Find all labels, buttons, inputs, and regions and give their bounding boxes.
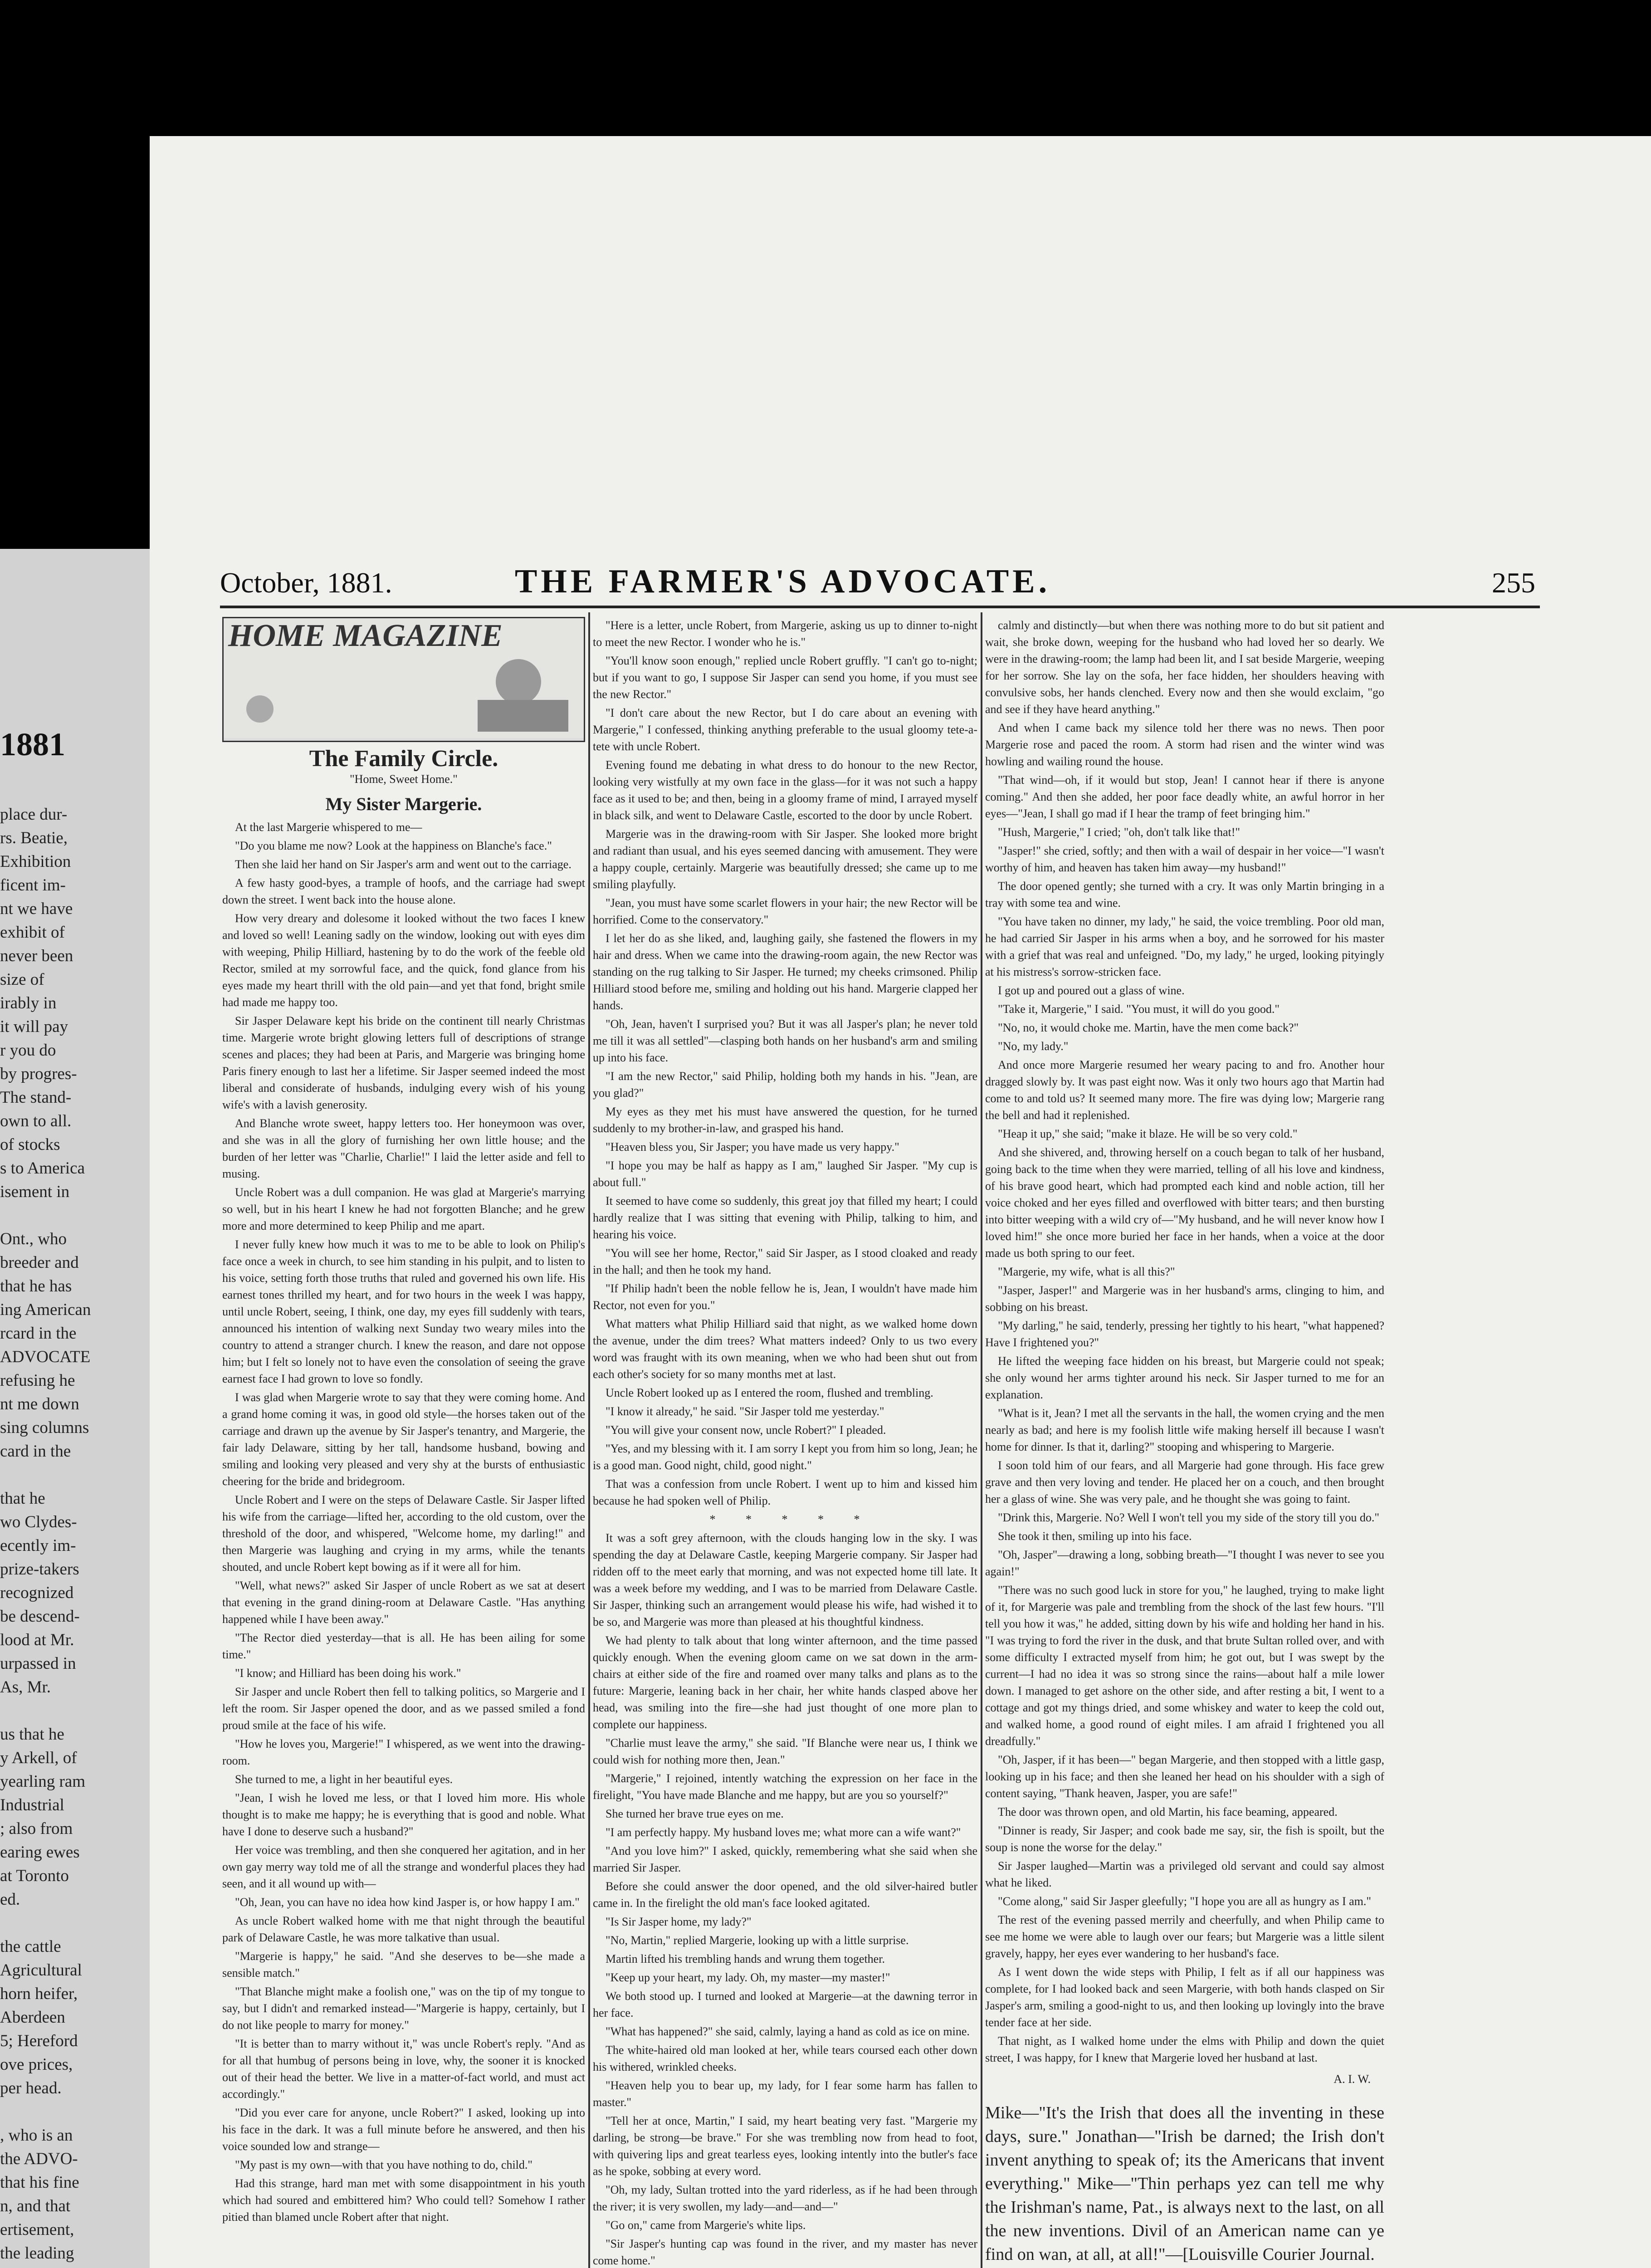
paragraph: "Take it, Margerie," I said. "You must, it will do you good." (998, 1002, 1280, 1016)
paragraph: "Heaven help you to bear up, my lady, for I fear some harm has fallen to master." (593, 2079, 977, 2109)
paragraph: She took it then, smiling up into his face. (998, 1530, 1192, 1543)
paragraph: Uncle Robert and I were on the steps of Delaware Castle. Sir Jasper lifted his wife from the carriage—lifted her, according to the old custom, over the threshold of the door, and whispered, "Welcome home, my darling!" and then Margerie was laughing and crying in my arms, while the tenants shouted, and uncle Robert kept bowing as if it were all for him. (222, 1493, 585, 1574)
paragraph: "Is Sir Jasper home, my lady?" (606, 1915, 752, 1928)
column-3-body (985, 617, 1384, 2066)
paragraph: At the last Margerie whispered to me— (235, 821, 422, 834)
paragraph: "Jean, I wish he loved me less, or that I loved him more. His whole thought is to make me happy; he is everything that is good and noble. What have I done to deserve such a husband?" (222, 1791, 585, 1838)
paragraph: Sir Jasper laughed—Martin was a privileged old servant and could say almost what he liked. (985, 1859, 1384, 1889)
paragraph: "I don't care about the new Rector, but I do care about an evening with Margerie," I confessed, thinking anything preferable to the usual gloomy tete-a-tete with uncle Robert. (593, 706, 977, 753)
paragraph: Sir Jasper Delaware kept his bride on the continent till nearly Christmas time. Margerie wrote bright glowing letters full of descriptions of strange scenes and places; they had been at Paris, and Margerie was bringing home Paris finery enough to last her a lifetime. Sir Jasper seemed indeed the most liberal and considerate of husbands, indulging every wish of his young wife's with a lavish generosity. (222, 1014, 585, 1111)
section-title: The Family Circle. (309, 746, 498, 772)
paragraph: "Charlie must leave the army," she said. "If Blanche were near us, I think we could wish for nothing more then, Jean." (593, 1736, 977, 1766)
paragraph: I was glad when Margerie wrote to say that they were coming home. And a grand home coming it was, in good old style—the horses taken out of the carriage and drawn up the avenue by Sir Jasper's tenantry, and Margerie, the fair lady Delaware, sitting by her tall, handsome husband, bowing and smiling and looking very pleased and very shy at the bursts of enthusiastic cheering for the bride and bridegroom. (222, 1391, 585, 1488)
paragraph: "It is better than to marry without it," was uncle Robert's reply. "And as for all that humbug of persons being in love, why, the sooner it is knocked out of their head the better. We live in a matter-of-fact world, and must act accordingly." (222, 2037, 585, 2101)
paragraph: Had this strange, hard man met with some disappointment in his youth which had soured and embittered him? Who could tell? Somehow I rather pitied than blamed uncle Robert after that night. (222, 2177, 585, 2224)
paragraph: "Oh, my lady, Sultan trotted into the yard riderless, as if he had been through the river; it is very swollen, my lady—and—and—" (593, 2183, 977, 2213)
header-page-number: 255 (1492, 567, 1535, 599)
paragraph: "I hope you may be half as happy as I am," laughed Sir Jasper. "My cup is about full." (593, 1159, 977, 1189)
paragraph: "Jasper!" she cried, softly; and then with a wail of despair in her voice—"I wasn't worthy of him, and heaven has taken him away—my husband!" (985, 844, 1384, 874)
paragraph: Margerie was in the drawing-room with Sir Jasper. She looked more bright and radiant than usual, and his eyes seemed dancing with amusement. They were a happy couple, certainly. Margerie was beautifully dressed; she came up to me smiling playfully. (593, 827, 977, 891)
paragraph: That night, as I walked home under the elms with Philip and down the quiet street, I was happy, for I knew that Margerie loved her husband at last. (985, 2034, 1384, 2064)
paragraph: "Margerie, my wife, what is all this?" (998, 1265, 1175, 1278)
paragraph: "No, no, it would choke me. Martin, have the men come back?" (998, 1021, 1299, 1034)
column-1 (222, 617, 585, 2227)
paragraph: "You have taken no dinner, my lady," he said, the voice trembling. Poor old man, he had carried Sir Jasper in his arms when a boy, and he sorrowed for his master with a grief that was real and unfeigned. "Do, my lady," he urged, looking pityingly at his mistress's sorrow-stricken face. (985, 915, 1384, 978)
paragraph: * * * * * (709, 1513, 874, 1526)
paragraph: "You will see her home, Rector," said Sir Jasper, as I stood cloaked and ready in the hall; and then he took my hand. (593, 1246, 977, 1276)
paragraph: He lifted the weeping face hidden on his breast, but Margerie could not speak; she only wound her arms tighter around his neck. Sir Jasper turned to me for an explanation. (985, 1354, 1384, 1401)
paragraph: And when I came back my silence told her there was no news. Then poor Margerie rose and paced the room. A storm had risen and the winter wind was howling and wailing round the house. (985, 721, 1384, 768)
paragraph: As I went down the wide steps with Philip, I felt as if all our happiness was complete, for I had looked back and seen Margerie, with both hands clasped on Sir Jasper's arm, smiling a good-night to us, and then looking up lovingly into the brave tender face at her side. (985, 1965, 1384, 2029)
paragraph: "Well, what news?" asked Sir Jasper of uncle Robert as we sat at desert that evening in the grand dining-room at Delaware Castle. "Has anything happened while I have been away." (222, 1579, 585, 1626)
paragraph: "No, my lady." (998, 1040, 1069, 1053)
paragraph: The rest of the evening passed merrily and cheerfully, and when Philip came to see me home we were able to laugh over our fears; but Margerie was a little silent gravely, happy, her eyes ever wandering to her husband's face. (985, 1913, 1384, 1960)
paragraph: "Keep up your heart, my lady. Oh, my master—my master!" (606, 1971, 890, 1984)
paragraph: "No, Martin," replied Margerie, looking up with a little surprise. (606, 1934, 909, 1947)
paragraph: And once more Margerie resumed her weary pacing to and fro. Another hour dragged slowly by. It was past eight now. Was it only two hours ago that Martin had come to and told us? It seemed many more. The fire was dying low; Margerie rang the bell and had it replenished. (985, 1058, 1384, 1122)
paragraph: "Oh, Jean, haven't I surprised you? But it was all Jasper's plan; he never told me till it was all settled"—clasping both hands on her husband's arm and smiling up into his face. (593, 1017, 977, 1064)
paragraph: I soon told him of our fears, and all Margerie had gone through. His face grew grave and then very loving and tender. He placed her on a couch, and then brought her a glass of wine. She was very pale, and he thought she was going to faint. (985, 1459, 1384, 1505)
page-header (220, 558, 1535, 608)
column-divider-2 (981, 612, 982, 2268)
paragraph: The door was thrown open, and old Martin, his face beaming, appeared. (998, 1805, 1338, 1818)
paragraph: Uncle Robert looked up as I entered the room, flushed and trembling. (606, 1386, 933, 1399)
paragraph: It seemed to have come so suddenly, this great joy that filled my heart; I could hardly realize that I was sitting that evening with Philip, talking to him, and hearing his voice. (593, 1194, 977, 1241)
paragraph: Then she laid her hand on Sir Jasper's arm and went out to the carriage. (235, 858, 572, 871)
column-1-body (222, 819, 585, 2225)
paragraph: Martin lifted his trembling hands and wrung them together. (606, 1952, 885, 1965)
paragraph: "I am perfectly happy. My husband loves me; what more can a wife want?" (606, 1826, 961, 1839)
header-date: October, 1881. (220, 567, 392, 599)
paragraph: "Do you blame me now? Look at the happiness on Blanche's face." (235, 839, 552, 852)
paragraph: Uncle Robert was a dull companion. He was glad at Margerie's marrying so well, but in his heart I knew he had not forgotten Blanche; and he grew more and more determined to keep Philip and me apart. (222, 1186, 585, 1232)
masthead-title: HOME MAGAZINE (228, 618, 503, 653)
paragraph: She turned her brave true eyes on me. (606, 1807, 784, 1820)
paragraph: "Jean, you must have some scarlet flowers in your hair; the new Rector will be horrified. Come to the conservatory." (593, 896, 977, 926)
paragraph: "You'll know soon enough," replied uncle Robert gruffly. "I can't go to-night; but if you want to go, I suppose Sir Jasper can send you home, if you must see the new Rector." (593, 654, 977, 701)
paragraph: "I know; and Hilliard has been doing his work." (235, 1667, 461, 1680)
paragraph: "What has happened?" she said, calmly, laying a hand as cold as ice on mine. (606, 2025, 970, 2038)
paragraph: That was a confession from uncle Robert. I went up to him and kissed him because he had spoken well of Philip. (593, 1477, 977, 1507)
column-2 (593, 617, 977, 2268)
paragraph: "Here is a letter, uncle Robert, from Margerie, asking us up to dinner to-night to meet the new Rector. I wonder who he is." (593, 619, 977, 649)
paragraph: "There was no such good luck in store for you," he laughed, trying to make light of it, for Margerie was pale and trembling from the shock of the last few hours. "I'll tell you how it was," he added, sitting down by his wife and holding her hand in his. "I was trying to ford the river in the dusk, and that brute Sultan rolled over, and with some difficulty I extracted myself from him; he got out, but I was swept by the current—I had no idea it was so strong since the rains—about half a mile lower down. I managed to get ashore on the other side, and after resting a bit, I went to a cottage and got my things dried, and some whiskey and water to keep the cold out, and walked home, a good round of eight miles. I am afraid I frightened you all dreadfully." (985, 1584, 1384, 1748)
paragraph: How very dreary and dolesome it looked without the two faces I knew and loved so well! Leaning sadly on the window, looking out with eyes dim with weeping, Philip Hilliard, hastening by to do the work of the feeble old Rector, smiled at my sorrowful face, and the quick, fond glance from his eyes made my heart thrill with the old pain—and yet that fond, bright smile had made me happy too. (222, 912, 585, 1009)
paragraph: "If Philip hadn't been the noble fellow he is, Jean, I wouldn't have made him Rector, not even for you." (593, 1282, 977, 1312)
paragraph: I got up and poured out a glass of wine. (998, 984, 1185, 997)
paragraph: "That wind—oh, if it would but stop, Jean! I cannot hear if there is anyone coming." And then she added, her poor face deadly white, an awful horror in her eyes—"Jean, I shall go mad if I hear the tramp of feet bringing him." (985, 773, 1384, 820)
paragraph: "You will give your consent now, uncle Robert?" I pleaded. (606, 1423, 886, 1437)
paragraph: What matters what Philip Hilliard said that night, as we walked home down the avenue, under the dim trees? What matters indeed? Only to us two every word was fraught with its own meaning, when we who had been shut out from each other's society for so many months met at last. (593, 1317, 977, 1381)
paragraph: "Oh, Jean, you can have no idea how kind Jasper is, or how happy I am." (235, 1896, 580, 1909)
mike-joke: Mike—"It's the Irish that does all the inventing in these days, sure." Jonathan—"Irish be darned; the Irish don't invent anything to speak of; its the Americans that invent everything." Mike—"Thin perhaps yez can tell me why the Irishman's name, Pat., is always next to the last, on all the new inventions. Divil of an American name can ye find on wan, at all, at all!"—[Louisville Courier Journal. (985, 2103, 1384, 2264)
paragraph: "Heap it up," she said; "make it blaze. He will be so very cold." (998, 1127, 1298, 1140)
paragraph: And she shivered, and, throwing herself on a couch began to talk of her husband, going back to the time when they were married, telling of all his love and kindness, of his brave good heart, which had prompted each kind and noble action, till her voice choked and her eyes filled and overflowed with bitter tears; and then bursting into bitter weeping with a wild cry of—"My husband, and he will never know how I loved him!" she once more buried her face in her hands, when a voice at the door made us both spring to our feet. (985, 1146, 1384, 1260)
paragraph: I never fully knew how much it was to me to be able to look on Philip's face once a week in church, to see him standing in his pulpit, and to listen to his voice, setting forth those truths that ruled and governed his own life. His earnest tones thrilled my heart, and for two hours in the week I was happy, until uncle Robert, seeing, I think, one day, my eyes fill suddenly with tears, announced his intention of walking next Sunday two weary miles into the country to attend a stranger church. I knew the reason, and dare not oppose him; but I felt so lonely not to have even the consolation of seeing the grave earnest face I had grown to love so fondly. (222, 1238, 585, 1385)
paragraph: "My past is my own—with that you have nothing to do, child." (235, 2158, 533, 2171)
paragraph: She turned to me, a light in her beautiful eyes. (235, 1773, 453, 1786)
paragraph: "Drink this, Margerie. No? Well I won't tell you my side of the story till you do." (998, 1511, 1380, 1524)
paragraph: "Sir Jasper's hunting cap was found in the river, and my master has never come home." (593, 2237, 977, 2267)
paragraph: "Jasper, Jasper!" and Margerie was in her husband's arms, clinging to him, and sobbing on his breast. (985, 1284, 1384, 1314)
paragraph: "Tell her at once, Martin," I said, my heart beating very fast. "Margerie my darling, be strong—be brave." For she was trembling now from head to foot, with quivering lips and great tearless eyes, looking intently into the butler's face as he spoke, sobbing at every word. (593, 2114, 977, 2178)
column-2-body (593, 617, 977, 2268)
header-title: THE FARMER'S ADVOCATE. (515, 563, 1051, 600)
paragraph: "I am the new Rector," said Philip, holding both my hands in his. "Jean, are you glad?" (593, 1070, 977, 1100)
paragraph: The white-haired old man looked at her, while tears coursed each other down his withered, wrinkled cheeks. (593, 2043, 977, 2073)
paragraph: "My darling," he said, tenderly, pressing her tightly to his heart, "what happened? Have I frightened you?" (985, 1319, 1384, 1349)
left-page-edge (0, 549, 150, 2268)
paragraph: "How he loves you, Margerie!" I whispered, as we went into the drawing-room. (222, 1737, 585, 1767)
paragraph: calmly and distinctly—but when there was nothing more to do but sit patient and wait, she broke down, weeping for the husband who had loved her so dearly. We were in the drawing-room; the lamp had been lit, and I sat beside Margerie, weeping for her sorrow. She lay on the sofa, her face hidden, her shoulders heaving with convulsive sobs, her hands clenched. Every now and then she would exclaim, "go and see if they have heard anything." (985, 619, 1384, 716)
paragraph: We had plenty to talk about that long winter afternoon, and the time passed quickly enough. When the evening gloom came on we sat down in the arm-chairs at either side of the fire and roamed over many talks and plans as to the future: Margerie, leaning back in her chair, her white hands clasped above her head, was smiling into the fire—she had just thought of one more plan to complete our happiness. (593, 1634, 977, 1731)
paragraph: "Oh, Jasper"—drawing a long, sobbing breath—"I thought I was never to see you again!" (985, 1548, 1384, 1578)
paragraph: And Blanche wrote sweet, happy letters too. Her honeymoon was over, and she was in all the glory of furnishing her own little house; and the burden of her letter was "Charlie, Charlie!" I laid the letter aside and fell to musing. (222, 1117, 585, 1180)
paragraph: "Did you ever care for anyone, uncle Robert?" I asked, looking up into his face in the dark. It was a full minute before he answered, and then his voice sounded low and strange— (222, 2106, 585, 2153)
paragraph: "Yes, and my blessing with it. I am sorry I kept you from him so long, Jean; he is a good man. Good night, child, good night." (593, 1442, 977, 1472)
paragraph: "What is it, Jean? I met all the servants in the hall, the women crying and the men nearly as bad; and here is my foolish little wife making herself ill because I wasn't home for dinner. Is that it, darling?" stooping and whispering to Margerie. (985, 1407, 1384, 1453)
paragraph: "Dinner is ready, Sir Jasper; and cook bade me say, sir, the fish is spoilt, but the soup is none the worse for the delay." (985, 1824, 1384, 1854)
paragraph: Before she could answer the door opened, and the old silver-haired butler came in. In the firelight the old man's face looked agitated. (593, 1880, 977, 1910)
paragraph: The door opened gently; she turned with a cry. It was only Martin bringing in a tray with some tea and wine. (985, 880, 1384, 909)
paragraph: "Hush, Margerie," I cried; "oh, don't talk like that!" (998, 826, 1241, 839)
paragraph: It was a soft grey afternoon, with the clouds hanging low in the sky. I was spending the day at Delaware Castle, keeping Margerie company. Sir Jasper had ridden off to the meet early that morning, and was not expected home till late. It was a week before my wedding, and I was to be married from Delaware Castle. Sir Jasper, thinking such an arrangement would please his wife, had wished it to be so, and Margerie was more than pleased at his thoughtful kindness. (593, 1531, 977, 1628)
story-title: My Sister Margerie. (325, 794, 482, 814)
home-magazine-masthead (222, 617, 585, 742)
paragraph: "Margerie is happy," he said. "And she deserves to be—she made a sensible match." (222, 1950, 585, 1980)
paragraph: "Come along," said Sir Jasper gleefully; "I hope you are all as hungry as I am." (998, 1895, 1371, 1908)
paragraph: "Heaven bless you, Sir Jasper; you have made us very happy." (606, 1140, 899, 1154)
paragraph: Sir Jasper and uncle Robert then fell to talking politics, so Margerie and I left the room. Sir Jasper opened the door, and as we passed smiled a fond proud smile at the face of his wife. (222, 1685, 585, 1732)
column-divider-1 (588, 612, 590, 2268)
paragraph: "Oh, Jasper, if it has been—" began Margerie, and then stopped with a little gasp, looking up in his face; and then she leaned her head on his shoulder with a sigh of content saying, "Thank heaven, Jasper, you are safe!" (985, 1753, 1384, 1800)
paragraph: My eyes as they met his must have answered the question, for he turned suddenly to my brother-in-law, and grasped his hand. (593, 1105, 977, 1135)
left-page-fragments: place dur- rs. Beatie, Exhibition ficent im- nt we have exhibit of never been size of irably in it will pay r you do by progres- The stand- own to all. of stocks s to America isement in Ont., who breeder and that he has ing American rcard in the ADVOCATE refusing he nt me down sing columns card in the that he wo Clydes- ecently im- prize-takers recognized be descend- lood at Mr. urpassed in As, Mr. us that he y Arkell, of yearling ram Industrial ; also from earing ewes at Toronto ed. the cattle Agricultural horn heifer, Aberdeen 5; Hereford ove prices, per head. , who is an the ADVO- that his fine n, and that ertisement, the leading (0, 805, 91, 2263)
section-motto: "Home, Sweet Home." (350, 772, 458, 786)
paragraph: A few hasty good-byes, a trample of hoofs, and the carriage had swept down the street. I went back into the house alone. (222, 876, 585, 906)
paragraph: "Margerie," I rejoined, intently watching the expression on her face in the firelight, "You have made Blanche and me happy, but are you so yourself?" (593, 1772, 977, 1802)
paragraph: "That Blanche might make a foolish one," was on the tip of my tongue to say, but I didn't and remarked instead—"Margerie is happy, certainly, but I do not like people to marry for money." (222, 1985, 585, 2032)
paragraph: I let her do as she liked, and, laughing gaily, she fastened the flowers in my hair and dress. When we came into the drawing-room again, the new Rector was standing on the rug talking to Sir Jasper. He turned; my cheeks crimsoned. Philip Hilliard stood before me, smiling and holding out his hand. Margerie clapped her hands. (593, 932, 977, 1012)
story-signature: A. I. W. (1334, 2072, 1371, 2086)
column-3 (985, 617, 1384, 2266)
paragraph: Her voice was trembling, and then she conquered her agitation, and in her own gay merry way told me of all the strange and wonderful places they had seen, and it all wound up with— (222, 1843, 585, 1890)
paragraph: We both stood up. I turned and looked at Margerie—at the dawning terror in her face. (593, 1989, 977, 2019)
paragraph: "And you love him?" I asked, quickly, remembering what she said when she married Sir Jasper. (593, 1844, 977, 1874)
paragraph: As uncle Robert walked home with me that night through the beautiful park of Delaware Castle, he was more talkative than usual. (222, 1914, 585, 1944)
paragraph: "The Rector died yesterday—that is all. He has been ailing for some time." (222, 1631, 585, 1661)
paragraph: Evening found me debating in what dress to do honour to the new Rector, looking very wistfully at my own face in the glass—for it was not such a happy face as it used to be; and then, being in a gloomy frame of mind, I arrayed myself in black silk, and went to Delaware Castle, escorted to the door by uncle Robert. (593, 758, 977, 822)
paragraph: "Go on," came from Margerie's white lips. (606, 2219, 806, 2232)
header-rule (220, 606, 1540, 608)
left-page-year: 1881 (0, 726, 65, 763)
paragraph: "I know it already," he said. "Sir Jasper told me yesterday." (606, 1405, 884, 1418)
